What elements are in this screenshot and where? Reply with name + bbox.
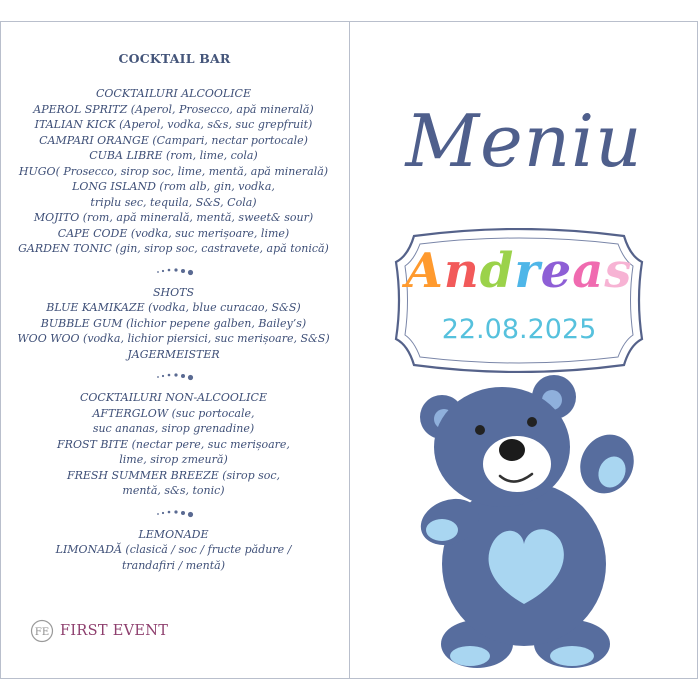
menu-item: WOO WOO (vodka, lichior piersici, suc merișoare, S&S) (17, 332, 330, 345)
drinks-panel (0, 21, 349, 679)
dots-divider-icon (10, 366, 337, 388)
menu-item: trandafiri / mentă) (121, 558, 226, 572)
menu-item: APEROL SPRITZ (Aperol, Prosecco, apă minerală) (33, 102, 314, 116)
menu-item: FRESH SUMMER BREEZE (sirop soc, (66, 468, 281, 482)
brand-name: FIRST EVENT (60, 623, 169, 639)
menu-item: CUBA LIBRE (rom, lime, cola) (89, 149, 258, 162)
menu-item: lime, sirop zmeură) (119, 453, 228, 466)
name-letter: A (405, 243, 444, 299)
brand-logo-icon (30, 619, 54, 643)
menu-section (10, 86, 337, 257)
name-letter: r (514, 243, 541, 299)
menu-item: ITALIAN KICK (Aperol, vodka, s&s, suc grepfruit) (34, 118, 313, 131)
dots-divider-icon (10, 503, 337, 525)
menu-item: CAPE CODE (vodka, suc merișoare, lime) (57, 226, 290, 240)
child-name (392, 243, 646, 299)
name-letter: d (479, 243, 515, 299)
name-letter: n (443, 243, 480, 299)
menu-item: MOJITO (rom, apă minerală, mentă, sweet& sour) (33, 211, 314, 224)
menu-item: mentă, s&s, tonic) (122, 484, 225, 497)
menu-item: GARDEN TONIC (gin, sirop soc, castravete, apă tonică) (18, 242, 329, 255)
name-letter: a (572, 243, 605, 299)
drinks-list (10, 86, 337, 577)
menu-item: JAGERMEISTER (127, 347, 220, 361)
menu-item: triplu sec, tequila, S&S, Cola) (90, 195, 257, 209)
menu-item: LONG ISLAND (rom alb, gin, vodka, (72, 180, 275, 193)
section-heading: COCKTAILURI NON-ALCOOLICE (80, 391, 267, 404)
menu-item: CAMPARI ORANGE (Campari, nectar portocale) (39, 133, 308, 147)
menu-item: LIMONADĂ (clasică / soc / fructe pădure / (55, 543, 292, 556)
menu-section (10, 285, 337, 363)
name-letter: s (604, 243, 633, 299)
menu-item: suc ananas, sirop grenadine) (92, 422, 255, 435)
menu-item: HUGO( Prosecco, sirop soc, lime, mentă, apă minerală) (18, 164, 329, 178)
menu-item: BUBBLE GUM (lichior pepene galben, Bailey’s) (40, 316, 307, 330)
brand (30, 619, 168, 643)
cover-panel (350, 21, 698, 679)
menu-item: BLUE KAMIKAZE (vodka, blue curacao, S&S) (46, 301, 301, 314)
event-date: 22.08.2025 (441, 314, 597, 345)
cocktail-bar-title: COCKTAIL BAR (118, 51, 231, 66)
teddy-bear-illustration (412, 372, 642, 672)
section-heading: COCKTAILURI ALCOOLICE (96, 87, 251, 100)
name-letter: e (540, 243, 573, 299)
section-heading: SHOTS (152, 285, 195, 299)
cover-title: Meniu (405, 99, 643, 183)
menu-section (10, 527, 337, 574)
dots-divider-icon (10, 261, 337, 283)
brand-monogram: FE (34, 627, 50, 638)
menu-item: AFTERGLOW (suc portocale, (92, 406, 255, 420)
menu-section (10, 390, 337, 499)
menu-item: FROST BITE (nectar pere, suc merișoare, (57, 437, 290, 451)
section-heading: LEMONADE (138, 527, 209, 541)
